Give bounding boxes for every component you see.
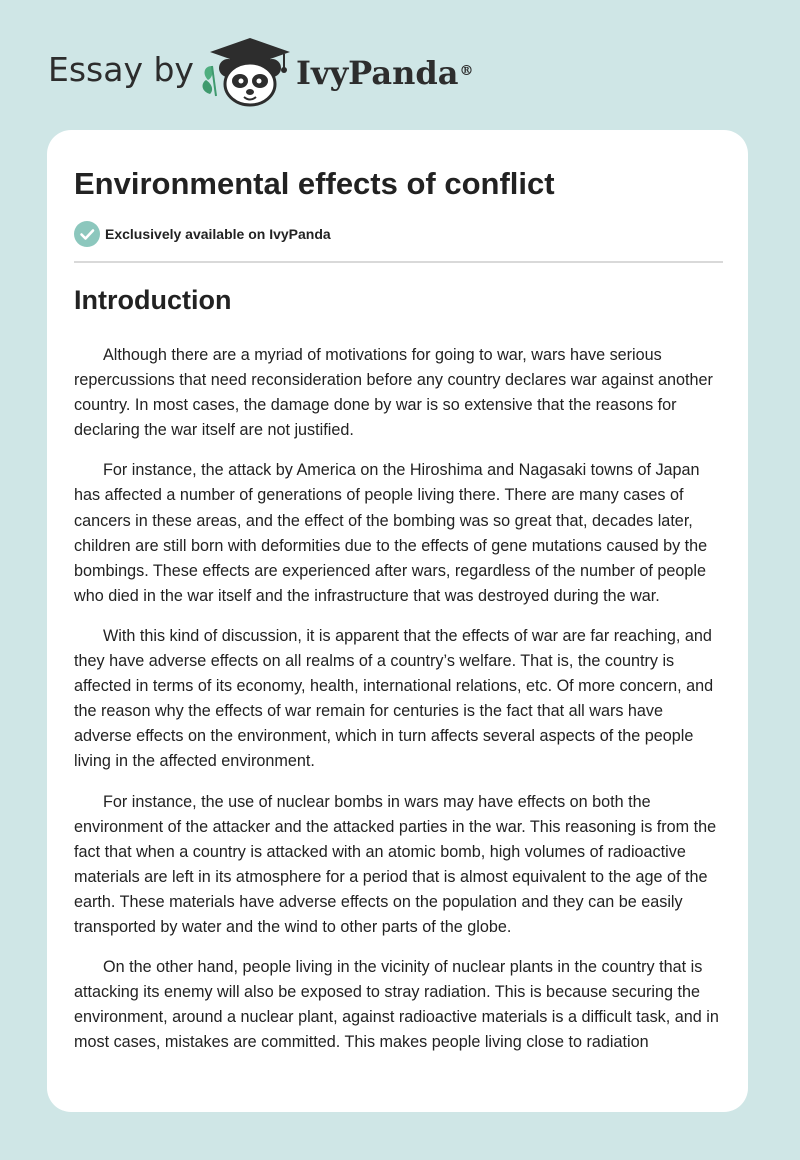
site-header	[0, 0, 800, 120]
paragraph: On the other hand, people living in the vicinity of nuclear plants in the country that is attacking its enemy will also be exposed to stray radiation. This is because securing the environment, around a nuclear plant, against radioactive materials is a difficult task, and in most cases, mistakes are committed. This makes people living close to radiation	[74, 958, 719, 1052]
title-divider	[74, 261, 723, 263]
check-circle-icon	[74, 221, 100, 247]
registered-mark: ®	[459, 63, 474, 79]
exclusive-badge-text: Exclusively available on IvyPanda	[105, 226, 331, 242]
essay-body	[74, 343, 724, 1070]
paragraph: With this kind of discussion, it is apparent that the effects of war are far reaching, and they have adverse effects on all realms of a country’s welfare. That is, the country is affected in terms of its economy, health, international relations, etc. Of more concern, and the reason why the effects of war remain for centuries is the fact that all wars have adverse effects on the environment, which in turn affects several aspects of the people living in the affected environment.	[74, 626, 714, 771]
section-heading: Introduction	[74, 285, 232, 315]
essay-by-label: Essay by	[48, 50, 194, 89]
paragraph: For instance, the use of nuclear bombs in wars may have effects on both the environment of the attacker and the attacked parties in the war. This reasoning is from the fact that when a country is attacked with an atomic bomb, high volumes of radioactive materials are left in its atmosphere for a period that is almost equivalent to the age of the earth. These materials have adverse effects on the population and they can be easily transported by water and the wind to other parts of the globe.	[74, 792, 717, 936]
essay-title: Environmental effects of conflict	[74, 166, 555, 201]
exclusive-badge	[74, 221, 331, 247]
paragraph: For instance, the attack by America on the Hiroshima and Nagasaki towns of Japan has affected a number of generations of people living there. There are many cases of cancers in these areas, and the effect of the bombing was so great that, decades later, children are still born with deformities due to the effects of gene mutations caused by the bombings. These effects are experienced after wars, regardless of the number of people who died in the war itself and the infrastructure that was destroyed during the war.	[74, 461, 708, 605]
essay-card	[47, 130, 748, 1112]
panda-graduate-logo-icon[interactable]	[198, 36, 294, 108]
paragraph: Although there are a myriad of motivations for going to war, wars have serious repercussions that need reconsideration before any country declares war against another country. In most cases, the damage done by war is so extensive that the reasons for declaring the war itself are not justified.	[74, 346, 713, 440]
brand-text: IvyPanda	[296, 54, 459, 92]
brand-name[interactable]	[296, 53, 473, 93]
